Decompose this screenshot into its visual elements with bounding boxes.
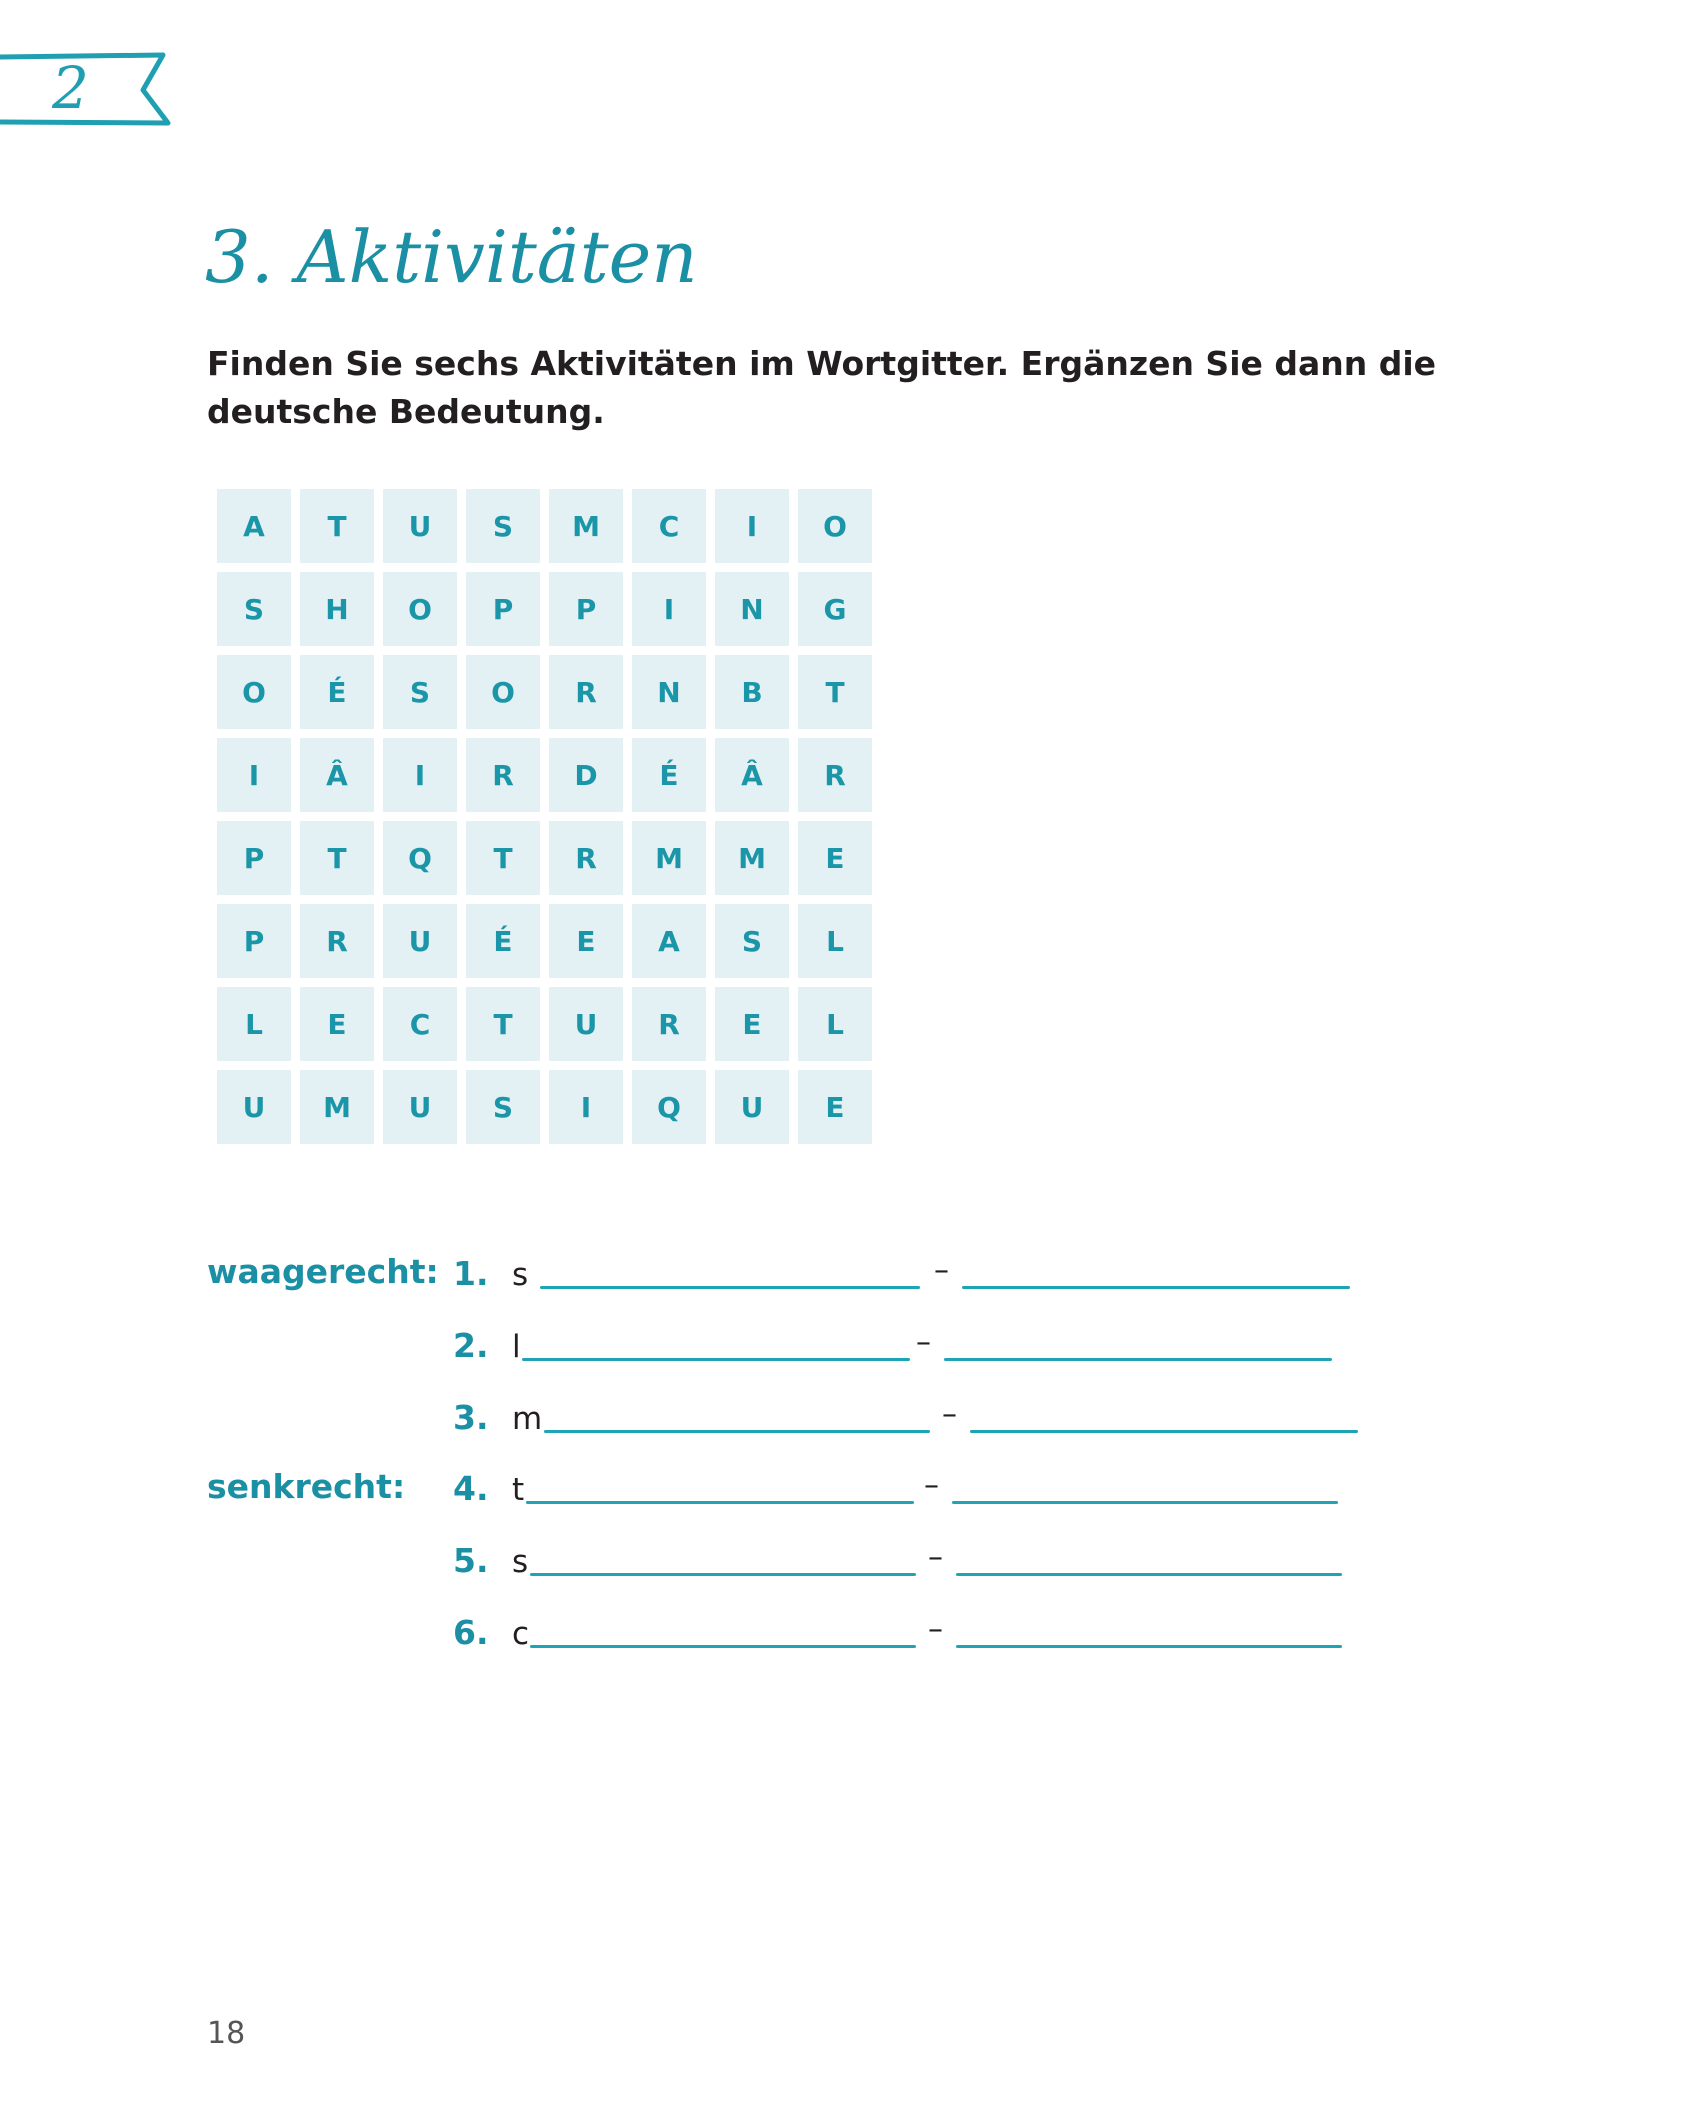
answer-start-letter: l [512,1329,521,1365]
grid-cell: A [632,904,706,978]
grid-cell: Â [715,738,789,812]
grid-cell: I [383,738,457,812]
german-answer-line[interactable] [962,1286,1350,1289]
grid-cell: S [715,904,789,978]
word-search-grid [217,489,872,1144]
grid-cell: U [383,904,457,978]
grid-cell: P [217,904,291,978]
grid-cell: D [549,738,623,812]
french-answer-line[interactable] [530,1645,916,1648]
grid-cell: S [466,1070,540,1144]
grid-cell: R [632,987,706,1061]
grid-cell: I [632,572,706,646]
french-answer-line[interactable] [526,1501,914,1504]
answer-separator: – [928,1612,943,1647]
answer-row [450,1392,1370,1442]
instructions: Finden Sie sechs Aktivitäten im Wortgitter. Ergänzen Sie dann die deutsche Bedeutung. [207,344,1437,431]
grid-cell: M [715,821,789,895]
answer-start-letter: t [512,1472,525,1508]
grid-cell: E [798,1070,872,1144]
grid-cell: A [217,489,291,563]
grid-cell: U [549,987,623,1061]
french-answer-line[interactable] [544,1430,930,1433]
grid-cell: P [217,821,291,895]
answer-row [450,1463,1370,1513]
grid-cell: E [549,904,623,978]
grid-cell: M [300,1070,374,1144]
section-title: 3. Aktivitäten [205,215,698,299]
grid-cell: Â [300,738,374,812]
label-vertical: senkrecht: [207,1467,406,1506]
grid-cell: Q [632,1070,706,1144]
grid-cell: L [798,987,872,1061]
grid-cell: G [798,572,872,646]
answer-separator: – [942,1397,957,1432]
grid-cell: C [632,489,706,563]
answer-start-letter: c [512,1616,530,1652]
grid-cell: O [466,655,540,729]
grid-cell: T [300,821,374,895]
answer-start-letter: s [512,1544,529,1580]
grid-cell: R [798,738,872,812]
grid-cell: O [383,572,457,646]
grid-cell: R [466,738,540,812]
grid-cell: Q [383,821,457,895]
answer-row [450,1535,1370,1585]
german-answer-line[interactable] [956,1645,1342,1648]
grid-cell: I [549,1070,623,1144]
grid-cell: R [300,904,374,978]
german-answer-line[interactable] [944,1358,1332,1361]
label-horizontal: waagerecht: [207,1252,439,1291]
grid-cell: T [300,489,374,563]
answer-number: 2. [453,1326,489,1365]
answer-start-letter: m [512,1401,543,1437]
grid-cell: U [383,1070,457,1144]
chapter-tab [0,50,175,130]
grid-cell: O [798,489,872,563]
grid-cell: C [383,987,457,1061]
grid-cell: E [300,987,374,1061]
grid-cell: É [632,738,706,812]
answer-row [450,1248,1370,1298]
grid-cell: U [217,1070,291,1144]
french-answer-line[interactable] [530,1573,916,1576]
grid-cell: N [715,572,789,646]
answer-number: 5. [453,1541,489,1580]
page-number: 18 [207,2016,246,2051]
grid-cell: M [549,489,623,563]
answer-start-letter: s [512,1257,529,1293]
answer-row [450,1607,1370,1657]
german-answer-line[interactable] [956,1573,1342,1576]
grid-cell: L [798,904,872,978]
answer-number: 6. [453,1613,489,1652]
grid-cell: S [466,489,540,563]
grid-cell: R [549,655,623,729]
answer-number: 3. [453,1398,489,1437]
answer-row [450,1320,1370,1370]
answer-number: 1. [453,1254,489,1293]
grid-cell: T [798,655,872,729]
grid-cell: R [549,821,623,895]
answer-separator: – [916,1325,931,1360]
grid-cell: S [217,572,291,646]
answer-number: 4. [453,1469,489,1508]
grid-cell: P [549,572,623,646]
grid-cell: U [715,1070,789,1144]
german-answer-line[interactable] [970,1430,1358,1433]
grid-cell: É [300,655,374,729]
grid-cell: I [217,738,291,812]
grid-cell: E [798,821,872,895]
grid-cell: U [383,489,457,563]
chapter-number: 2 [52,54,89,122]
grid-cell: L [217,987,291,1061]
german-answer-line[interactable] [952,1501,1338,1504]
grid-cell: O [217,655,291,729]
grid-cell: S [383,655,457,729]
answer-separator: – [934,1253,949,1288]
grid-cell: T [466,987,540,1061]
grid-cell: I [715,489,789,563]
grid-cell: É [466,904,540,978]
grid-cell: E [715,987,789,1061]
answer-separator: – [928,1540,943,1575]
grid-cell: B [715,655,789,729]
grid-cell: M [632,821,706,895]
grid-cell: P [466,572,540,646]
grid-cell: H [300,572,374,646]
french-answer-line[interactable] [522,1358,910,1361]
grid-cell: T [466,821,540,895]
answer-separator: – [924,1468,939,1503]
french-answer-line[interactable] [540,1286,920,1289]
grid-cell: N [632,655,706,729]
